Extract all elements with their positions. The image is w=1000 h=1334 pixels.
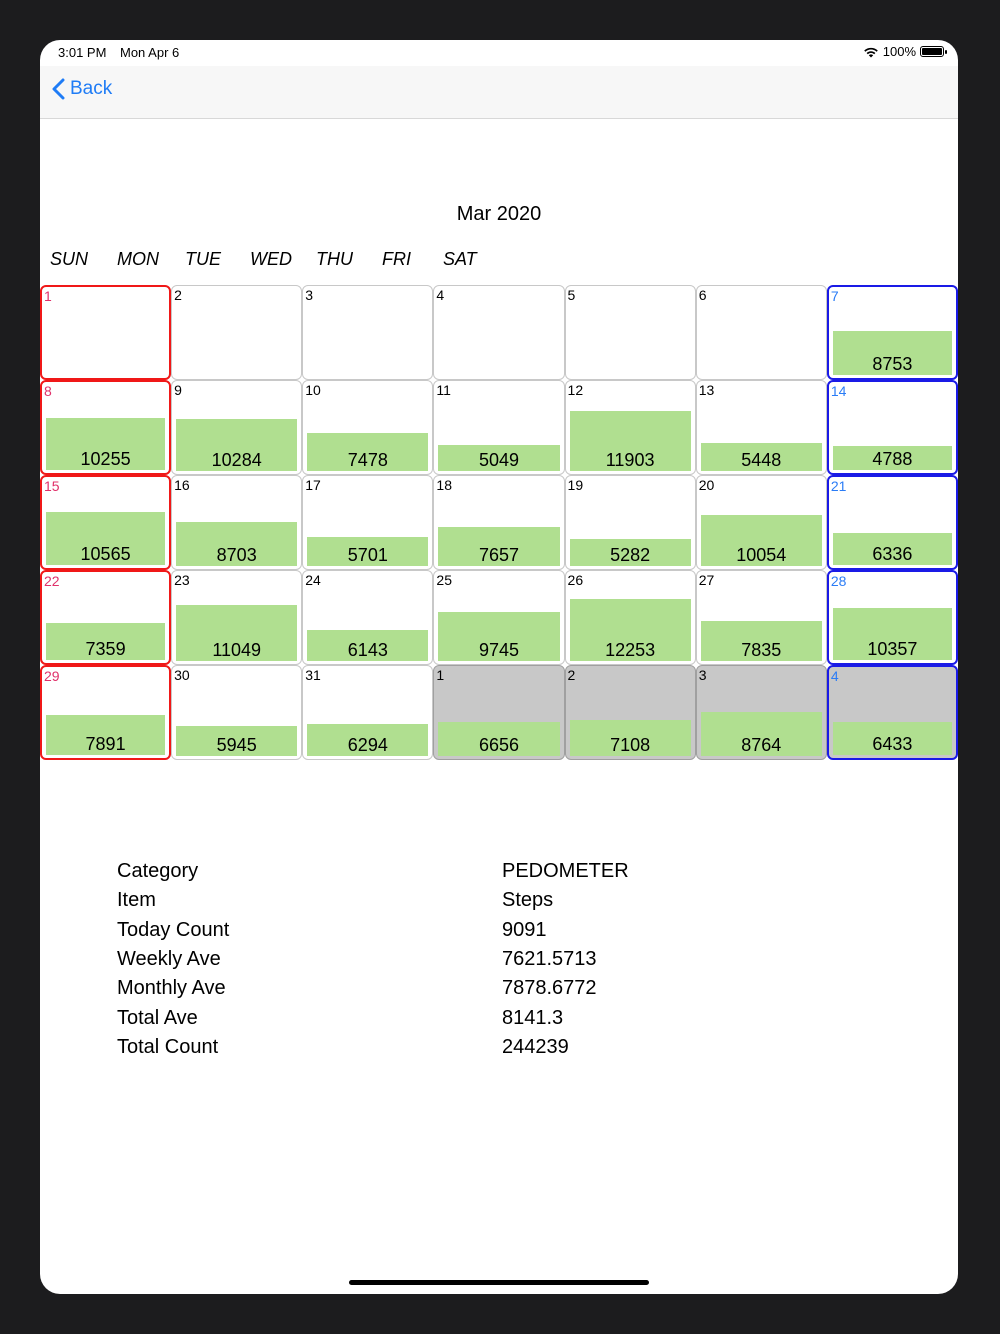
calendar-day-cell[interactable] <box>696 380 827 475</box>
back-label: Back <box>70 78 113 99</box>
back-button[interactable] <box>52 78 112 100</box>
day-number: 31 <box>305 667 321 683</box>
weekday-fri: FRI <box>382 249 411 269</box>
day-number: 2 <box>174 287 182 303</box>
calendar-day-cell[interactable] <box>302 285 433 380</box>
calendar-day-cell[interactable] <box>171 570 302 665</box>
summary-row <box>40 889 958 918</box>
calendar-day-cell[interactable] <box>40 475 171 570</box>
steps-value: 7657 <box>478 545 519 565</box>
day-number: 21 <box>830 478 847 494</box>
day-number: 1 <box>44 288 52 304</box>
summary-value: PEDOMETER <box>502 860 629 882</box>
steps-value: 12253 <box>605 640 656 660</box>
day-number: 4 <box>436 287 445 303</box>
day-number: 1 <box>436 667 445 683</box>
calendar-day-cell[interactable] <box>302 475 433 570</box>
summary-value: 8141.3 <box>502 1006 564 1029</box>
day-number: 10 <box>305 382 321 398</box>
wifi-icon <box>863 46 879 58</box>
summary-label: Total Ave <box>117 1006 198 1029</box>
summary-row <box>40 1007 958 1036</box>
day-number: 6 <box>698 287 707 303</box>
calendar-day-cell[interactable] <box>171 380 302 475</box>
day-number: 26 <box>567 572 584 588</box>
summary-label: Item <box>117 889 156 912</box>
battery-icon <box>920 46 944 57</box>
day-number: 24 <box>305 572 321 588</box>
weekday-sun: SUN <box>50 249 89 269</box>
day-number: 8 <box>44 383 52 399</box>
weekday-mon: MON <box>117 249 159 269</box>
day-number: 19 <box>567 477 584 493</box>
calendar-day-cell[interactable] <box>171 285 302 380</box>
calendar-day-cell[interactable] <box>827 285 958 380</box>
screen <box>40 40 958 1294</box>
weekday-wed: WED <box>250 249 292 269</box>
calendar-day-cell[interactable] <box>433 285 564 380</box>
day-number: 20 <box>698 477 715 493</box>
steps-value: 6294 <box>347 735 388 755</box>
calendar-day-cell[interactable] <box>40 380 171 475</box>
day-number: 30 <box>174 667 190 683</box>
steps-value: 6433 <box>872 734 913 754</box>
steps-value: 10255 <box>80 449 131 469</box>
day-number: 5 <box>567 287 576 303</box>
day-number: 17 <box>305 477 321 493</box>
day-number: 18 <box>436 477 452 493</box>
day-number: 4 <box>830 668 839 684</box>
steps-value: 7891 <box>85 734 126 754</box>
status-bar <box>40 40 958 66</box>
day-number: 11 <box>436 382 451 398</box>
calendar-day-cell[interactable] <box>40 570 171 665</box>
summary-value: 9091 <box>502 918 547 941</box>
steps-value: 8753 <box>872 354 913 374</box>
chevron-left-icon <box>52 78 66 100</box>
calendar-day-cell[interactable] <box>565 380 696 475</box>
calendar-day-cell[interactable] <box>433 380 564 475</box>
steps-value: 8764 <box>741 735 782 755</box>
day-number: 3 <box>305 287 314 303</box>
day-number: 27 <box>698 572 715 588</box>
steps-value: 4788 <box>872 449 913 469</box>
status-right <box>863 44 944 59</box>
calendar-day-cell[interactable] <box>40 285 171 380</box>
calendar-day-cell[interactable] <box>302 380 433 475</box>
summary-value: 7621.5713 <box>502 947 597 970</box>
calendar-day-cell[interactable] <box>302 665 433 760</box>
summary-value: Steps <box>502 889 554 912</box>
summary-row <box>40 919 958 948</box>
calendar-day-cell[interactable] <box>696 285 827 380</box>
day-number: 15 <box>44 478 60 494</box>
steps-value: 5701 <box>347 545 388 565</box>
home-indicator <box>349 1280 649 1285</box>
steps-value: 6656 <box>478 735 519 755</box>
steps-value: 10565 <box>80 544 131 564</box>
steps-value: 5945 <box>216 735 257 755</box>
summary-value: 7878.6772 <box>502 977 597 1000</box>
summary-label: Today Count <box>117 918 230 941</box>
day-number: 12 <box>567 382 584 398</box>
calendar-day-cell[interactable] <box>565 665 696 760</box>
calendar-day-cell[interactable] <box>827 570 958 665</box>
day-number: 25 <box>436 572 452 588</box>
steps-value: 5282 <box>610 545 651 565</box>
day-number: 29 <box>44 668 60 684</box>
day-number: 3 <box>698 667 707 683</box>
steps-value: 11049 <box>212 640 262 660</box>
summary-label: Category <box>117 860 199 882</box>
steps-value: 11903 <box>605 450 655 470</box>
day-number: 22 <box>44 573 60 589</box>
steps-value: 7478 <box>347 450 388 470</box>
summary-label: Total Count <box>117 1035 219 1058</box>
steps-value: 8703 <box>216 545 257 565</box>
calendar-day-cell[interactable] <box>171 475 302 570</box>
steps-value: 5448 <box>741 450 782 470</box>
calendar-day-cell[interactable] <box>171 665 302 760</box>
day-number: 9 <box>174 382 182 398</box>
calendar-day-cell[interactable] <box>565 570 696 665</box>
day-number: 2 <box>567 667 576 683</box>
weekday-sat: SAT <box>443 249 477 269</box>
calendar-day-cell[interactable] <box>696 570 827 665</box>
nav-bar <box>40 66 958 119</box>
calendar-day-cell[interactable] <box>827 380 958 475</box>
weekday-thu: THU <box>316 249 353 269</box>
calendar-day-cell[interactable] <box>565 475 696 570</box>
calendar-day-cell[interactable] <box>827 475 958 570</box>
day-number: 16 <box>174 477 190 493</box>
summary-row <box>40 860 958 889</box>
steps-value: 7108 <box>610 735 651 755</box>
calendar-day-cell[interactable] <box>433 570 564 665</box>
battery-percent: 100% <box>882 44 916 59</box>
steps-value: 10284 <box>211 450 262 470</box>
status-time: 3:01 PM <box>58 45 107 60</box>
calendar-day-cell[interactable] <box>696 475 827 570</box>
steps-value: 9745 <box>478 640 519 660</box>
summary-row <box>40 1036 958 1065</box>
steps-value: 7359 <box>85 639 126 659</box>
calendar-day-cell[interactable] <box>40 665 171 760</box>
weekday-tue: TUE <box>185 249 221 269</box>
summary-label: Weekly Ave <box>117 947 221 970</box>
steps-value: 6336 <box>872 544 913 564</box>
summary-value: 244239 <box>502 1035 569 1058</box>
steps-value: 7835 <box>741 640 782 660</box>
summary-label: Monthly Ave <box>117 977 226 1000</box>
summary-row <box>40 948 958 977</box>
summary-row <box>40 977 958 1006</box>
calendar-day-cell[interactable] <box>433 475 564 570</box>
steps-value: 5049 <box>478 450 519 470</box>
calendar-day-cell[interactable] <box>696 665 827 760</box>
steps-value: 10357 <box>867 639 918 659</box>
day-number: 7 <box>830 288 839 304</box>
steps-value: 6143 <box>347 640 388 660</box>
calendar-day-cell[interactable] <box>433 665 564 760</box>
day-number: 28 <box>830 573 847 589</box>
calendar-day-cell[interactable] <box>827 665 958 760</box>
calendar-day-cell[interactable] <box>565 285 696 380</box>
month-title: Mar 2020 <box>456 203 542 225</box>
day-number: 23 <box>174 572 190 588</box>
steps-value: 10054 <box>736 545 787 565</box>
calendar-grid <box>40 285 958 760</box>
status-date: Mon Apr 6 <box>120 45 180 60</box>
calendar-day-cell[interactable] <box>302 570 433 665</box>
day-number: 13 <box>698 382 715 398</box>
day-number: 14 <box>830 383 847 399</box>
